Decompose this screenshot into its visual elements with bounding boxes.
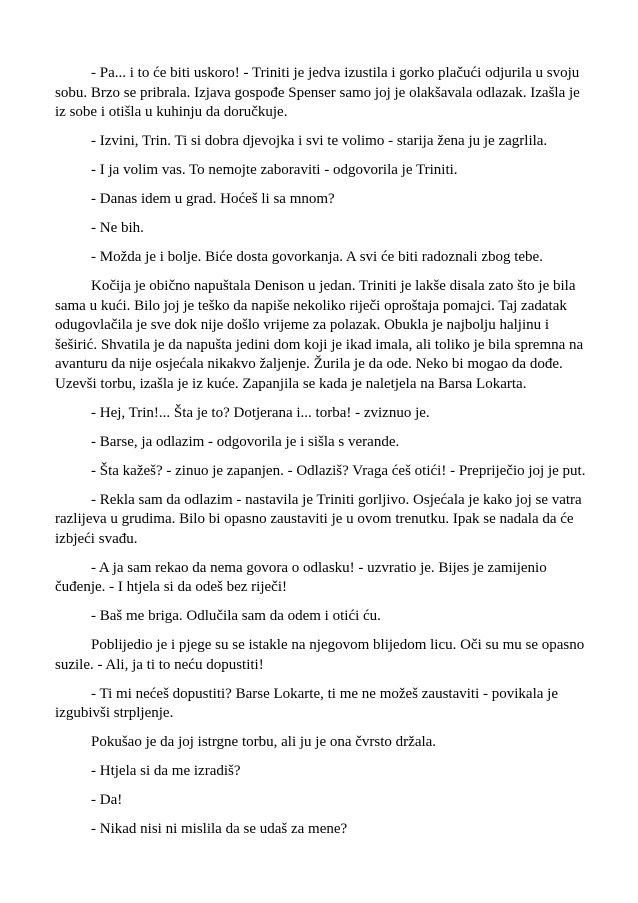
paragraph: - Htjela si da me izradiš? (91, 763, 241, 779)
document-page (55, 64, 589, 849)
paragraph: - A ja sam rekao da nema govora o odlasku! - uzvratio je. Bijes je zamijenio čuđenje. - I htjela si da odeš bez riječi! (55, 559, 547, 595)
paragraph: - Rekla sam da odlazim - nastavila je Triniti gorljivo. Osjećala je kako joj se vatra razlijeva u grudima. Bilo bi opasno zaustaviti je u ovom trenutku. Ipak se nadala da će izbjeći svađu. (55, 491, 582, 547)
paragraph: - Barse, ja odlazim - odgovorila je i sišla s verande. (91, 433, 400, 450)
paragraph: - Šta kažeš? - zinuo je zapanjen. - Odlaziš? Vraga ćeš otići! - Prepriječio joj je put. (91, 462, 586, 479)
paragraph: Poblijedio je i pjege su se istakle na njegovom blijedom licu. Oči su mu se opasno suzile. - Ali, ja ti to neću dopustiti! (55, 637, 585, 673)
paragraph: - I ja volim vas. To nemojte zaboraviti - odgovorila je Triniti. (91, 162, 458, 178)
paragraph: - Ne bih. (91, 220, 144, 236)
paragraph: - Možda je i bolje. Biće dosta govorkanja. A svi će biti radoznali zbog tebe. (91, 249, 543, 265)
paragraph: - Da! (91, 792, 123, 808)
paragraph: - Danas idem u grad. Hoćeš li sa mnom? (91, 191, 335, 207)
paragraph: - Izvini, Trin. Ti si dobra djevojka i svi te volimo - starija žena ju je zagrlila. (91, 133, 548, 149)
paragraph: Pokušao je da joj istrgne torbu, ali ju je ona čvrsto držala. (91, 734, 437, 750)
paragraph: - Nikad nisi ni mislila da se udaš za mene? (91, 821, 348, 837)
paragraph: - Pa... i to će biti uskoro! - Triniti je jedva izustila i gorko plačući odjurila u svoju sobu. Brzo se pribrala. Izjava gospođe Spenser samo joj je olakšavala odlazak. Izašla je iz sobe i otišla u kuhinju da doručkuje. (55, 65, 580, 120)
paragraph: - Baš me briga. Odlučila sam da odem i otići ću. (91, 608, 381, 624)
paragraph: Kočija je obično napuštala Denison u jedan. Triniti je lakše disala zato što je bila sama u kući. Bilo joj je teško da napiše nekoliko riječi oproštaja pomajci. Taj zadatak odugovlačila je sve dok nije došlo vrijeme za polazak. Obukla je najbolju haljinu i šeširić. Shvatila je da napušta jedini dom koji je ikad imala, ali toliko je bila spremna na avanturu da nije osjećala nikakvo žaljenje. Žurila je da ode. Neko bi mogao da dođe. Uzevši torbu, izašla je iz kuće. Zapanjila se kada je naletjela na Barsa Lokarta. (55, 278, 584, 392)
paragraph: - Ti mi nećeš dopustiti? Barse Lokarte, ti me ne možeš zaustaviti - povikala je izgubivši strpljenje. (55, 685, 558, 721)
paragraph: - Hej, Trin!... Šta je to? Dotjerana i... torba! - zviznuo je. (91, 404, 430, 421)
